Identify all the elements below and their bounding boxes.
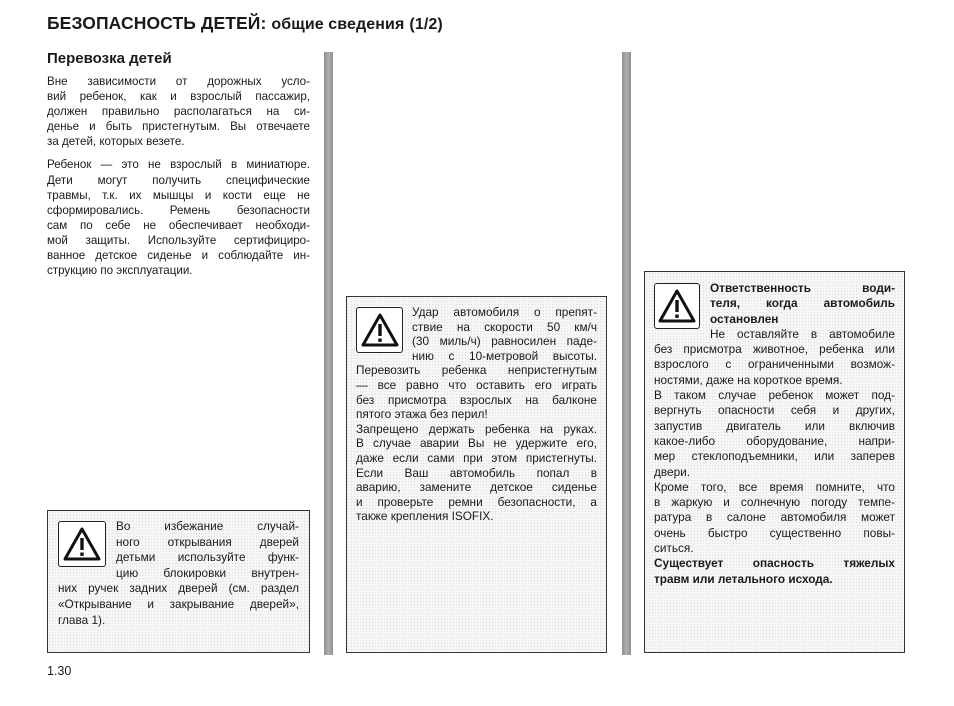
warning-text-line: ного открывания дверей [116,534,299,549]
warning-box-child-locks [47,510,310,653]
warning-text-line: Во избежание случай- [116,519,299,533]
column-separator [324,52,333,655]
column-separator [622,52,631,655]
page-title-main: БЕЗОПАСНОСТЬ ДЕТЕЙ: [47,13,267,33]
warning-text-line: В таком случае ребенок может под- [654,388,895,403]
warning-heading-line: теля, когда автомобиль [710,296,895,311]
warning-text-line: вергнуть опасности себя и других, [654,403,895,418]
warning-text-line: Запрещено держать ребенка на руках. [356,421,597,436]
page-title-part: (1/2) [409,16,443,33]
warning-text-line: ствие на скорости 50 км/ч [412,319,597,334]
text-line: мой защиты. Используйте сертифициро- [47,233,310,247]
warning-triangle-icon [654,283,700,329]
warning-text-line: детьми используйте функ- [116,550,299,565]
text-line: Дети могут получить специфические [47,173,310,187]
warning-box-driver-responsibility [644,271,905,653]
warning-text-line: в жаркую и солнечную погоду темпе- [654,495,895,510]
warning-box-impact [346,296,607,653]
warning-text-line: цию блокировки внутрен- [116,565,299,580]
intro-column [47,74,310,286]
warning-text-line: пятого этажа без перил! [356,407,488,422]
text-line: Ребенок — это не взрослый в миниатюре. [47,158,310,172]
text-line: денье и быть пристегнутым. Вы отвечаете [47,120,310,134]
intro-paragraph-2 [47,157,310,278]
intro-paragraph-1 [47,74,310,149]
text-line: Вне зависимости от дорожных усло- [47,75,310,88]
warning-text-line: без присмотра животное, ребенка или [654,342,895,357]
text-line: сам по себе не обеспечивает необходи- [47,218,310,232]
warning-text-line: Кроме того, все время помните, что [654,479,895,494]
warning-emphasis-line: травм или летального исхода. [654,571,833,586]
warning-text-line: «Открывание и закрывание дверей», [58,596,299,611]
warning-text-line: и проверьте ремни безопасности, а [356,494,597,509]
warning-text-line: взрослого с ограниченными возмож- [654,357,895,372]
text-line: ванное детское сиденье и соблюдайте ин- [47,249,310,263]
text-line: сформировались. Ремень безопасности [47,203,310,217]
text-line: травмы, т.к. их мышцы и кости еще не [47,188,310,202]
warning-text-line: двери. [654,464,691,479]
warning-text-line: Если Ваш автомобиль попал в [356,465,597,480]
warning-text-line: В случае аварии Вы не удержите его, [356,436,597,451]
warning-text-line: нию с 10-метровой высоты. [412,348,597,363]
page-title-sub: общие сведения [271,16,405,33]
warning-text-line: (30 миль/ч) равносилен паде- [412,334,597,349]
warning-text-line: ратура в салоне автомобиля может [654,510,895,525]
warning-text-line: даже если сами при этом пристегнуты. [356,450,597,465]
warning-text-line: Перевозить ребенка непристегнутым [356,363,597,378]
warning-text-line: какое-либо оборудование, напри- [654,433,895,448]
warning-text-line: без присмотра взрослых на балконе [356,392,597,407]
warning-text-line: глава 1). [58,612,106,627]
warning-triangle-icon [58,521,106,567]
text-line: за детей, которых везете. [47,135,185,149]
warning-heading-line: остановлен [710,311,779,326]
section-heading: Перевозка детей [47,50,172,67]
text-line: вий ребенок, как и взрослый пассажир, [47,90,310,104]
warning-text-line: мер стеклоподъемники, или заперев [654,449,895,464]
warning-text-line: Не оставляйте в автомобиле [710,326,895,341]
warning-text-line: ностями, даже на короткое время. [654,372,843,387]
warning-text-line: аварию, замените детское сиденье [356,480,597,495]
warning-triangle-icon [356,307,403,353]
warning-text-line: также крепления ISOFIX. [356,509,494,524]
warning-text-line: очень быстро существенно повы- [654,525,895,540]
warning-text-line: ситься. [654,541,694,556]
warning-heading-line: Ответственность води- [710,281,895,295]
warning-text-line: запустив двигатель или включив [654,418,895,433]
warning-text-line: — все равно что оставить его играть [356,377,597,392]
warning-emphasis-line: Существует опасность тяжелых [654,556,895,571]
text-line: струкцию по эксплуатации. [47,264,193,278]
page-title [47,13,443,34]
warning-text-line: них ручек задних дверей (см. раздел [58,581,299,596]
page-number: 1.30 [47,664,72,678]
text-line: должен правильно располагаться на си- [47,105,310,119]
warning-text-line: Удар автомобиля о препят- [412,305,597,319]
